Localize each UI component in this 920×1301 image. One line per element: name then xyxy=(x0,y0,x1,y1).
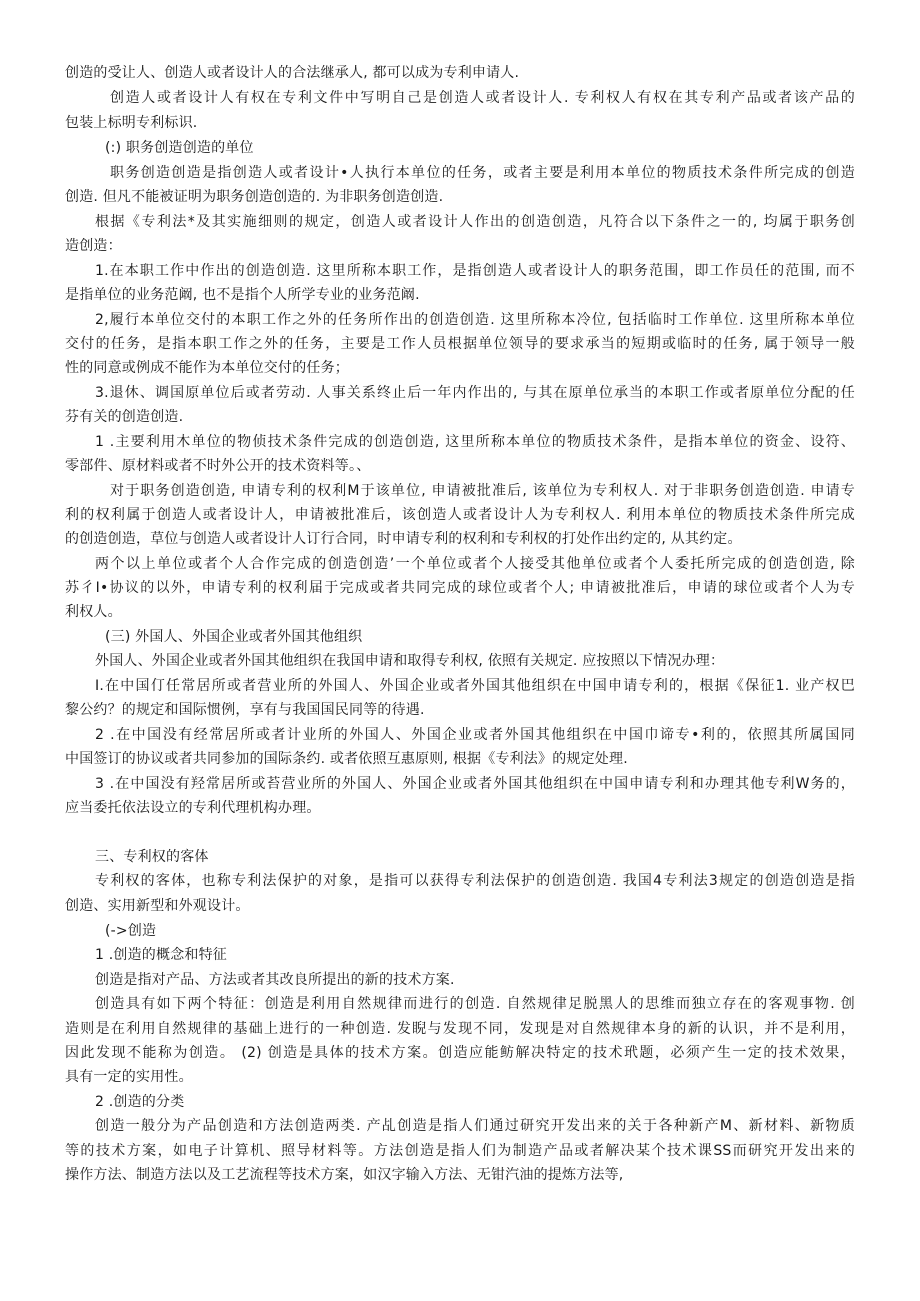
text-line: 是指单位的业务范阚, 也不是指个人所学专业的业务范阚. xyxy=(65,287,420,303)
section-heading: 1 .创造的概念和特征 xyxy=(95,947,228,963)
text-line: 应当委托依法设立的专利代理机构办理。 xyxy=(65,800,321,816)
text-line: 利的权利属于创造人或者设计人，申请被批准后，该创造人或者设计人为专利权人. 利用本单位的物质技术条件所完成 xyxy=(65,507,855,523)
text-line: 创造一般分为产品创造和方法创造两类. 产乩创造是指人们通过研究开发出来的关于各种新产M、新材料、新物质 xyxy=(95,1118,855,1134)
section-heading: (->创造 xyxy=(105,923,157,939)
text-line: 性的同意或例成不能作为本单位交付的任务； xyxy=(65,360,349,376)
text-line: 创造是指对产品、方法或者其改良所提出的新的技术方案. xyxy=(95,972,455,988)
text-line: 1.在本职工作中作出的创造创造. 这里所称本职工作，是指创造人或者设计人的职务范围，即工作员任的范围, 而不 xyxy=(95,263,855,279)
text-line: 创造、实用新型和外观设计。 xyxy=(65,898,250,914)
text-line: 职务创造创造是指创造人或者设计•人执行本单位的任务，或者主要是利用本单位的物质技术条件所完成的创造 xyxy=(110,165,855,181)
text-line: 创造的受让人、创造人或者设计人的合法继承人, 都可以成为专利申请人. xyxy=(65,65,520,81)
text-line: 1 .主要利用木单位的物侦技术条件完成的创造创造, 这里所称本单位的物质技术条件，是指本单位的资金、设符、 xyxy=(95,434,855,450)
text-line: 芬有关的创造创造. xyxy=(65,409,184,425)
text-line: 包装上标明专利标识. xyxy=(65,115,198,131)
text-line: 苏彳I•协议的以外，申请专利的权利届于完成或者共同完成的球位或者个人; 申请被批准后，申请的球位或者个人为专 xyxy=(65,580,855,596)
section-heading: (三) 外国人、外国企业或者外国其他组织 xyxy=(105,629,363,645)
text-line: 黎公约？的规定和国际惯例，享有与我国国民同等的待遇. xyxy=(65,702,425,718)
section-heading: 2 .创造的分类 xyxy=(95,1094,185,1110)
text-line: 2 .在中国没有经常居所或者计业所的外国人、外国企业或者外国其他组织在中国巾谛专•利的，依照其所属国同 xyxy=(95,727,855,743)
text-line: 的创造创造，草位与创造人或者设计人订行合同，时申请专利的权利和专利权的打处作出约定的, 从其约定。 xyxy=(65,531,742,547)
text-line: 等的技术方案，如电子计算机、照导材料等。方法创造是指人们为制造产品或者解决某个技术课SS而研究开发出来的 xyxy=(65,1143,855,1159)
text-line: 具有一定的实用性。 xyxy=(65,1069,193,1085)
text-line: 3.退休、调国原单位后或者劳动. 人事关系终止后一年内作出的, 与其在原单位承当的本职工作或者原单位分配的任 xyxy=(95,385,855,401)
text-line: I.在中国仃任常居所或者营业所的外国人、外国企业或者外国其他组织在中国申请专利的，根据《保征1. 业产权巴 xyxy=(95,678,855,694)
text-line: 因此发现不能称为创造。 (2) 创造是具体的技术方案。创造应能鲂解决特定的技术玳题，必须产生一定的技术效果， xyxy=(65,1045,855,1061)
text-line: 专利权的客体，也称专利法保护的对象，是指可以获得专利法保护的创造创造. 我国4专利法3规定的创造创造是指 xyxy=(95,873,855,889)
text-line: 根据《专利法*及其实施细则的规定，创造人或者设计人作出的创造创造，凡符合以下条件之一的, 均属于职务创 xyxy=(95,214,855,230)
text-line: 造创造： xyxy=(65,238,122,254)
text-line: 2,履行本单位交付的本职工作之外的任务所作出的创造创造. 这里所称本冷位, 包括临时工作单位. 这里所称本单位 xyxy=(95,312,855,328)
text-line: 操作方法、制造方法以及工艺流程等技术方案，如汉字输入方法、无钳汽油的提炼方法等, xyxy=(65,1167,624,1183)
text-line: 中国签订的协议或者共同参加的国际条约. 或者依照互惠原则, 根据《专利法》的规定处理. xyxy=(65,751,628,767)
text-line: 3 .在中国没有羟常居所或苔营业所的外国人、外国企业或者外国其他组织在中国申请专利和办理其他专利W务的， xyxy=(95,776,855,792)
text-line: 对于职务创造创造, 申请专利的权利M于该单位, 申请被批准后, 该单位为专利权人. 对于非职务创造创造. 申请专 xyxy=(110,483,855,499)
text-line: 外国人、外国企业或者外国其他组织在我国申请和取得专利权, 依照有关规定. 应按照以下情况办理： xyxy=(95,653,725,669)
section-heading: 三、专利权的客体 xyxy=(95,849,209,865)
text-line: 利权人。 xyxy=(65,604,122,620)
text-line: 创造具有如下两个特征：创造是利用自然规律而进行的创造. 自然规律足脱黑人的思维而独立存在的客观事物. 创 xyxy=(95,996,855,1012)
section-heading: (:) 职务创造创造的单位 xyxy=(105,140,254,156)
text-line: 造则是在利用自然规律的基础上进行的一种创造. 发睨与发现不同，发现是对自然规律本身的新的认识，并不是利用， xyxy=(65,1021,855,1037)
text-line: 创造. 但凡不能被证明为职务创造创造的. 为非职务创造创造. xyxy=(65,189,444,205)
text-line: 创造人或者设计人有权在专利文件中写明自己是创造人或者设计人. 专利权人有权在其专利产品或者该产品的 xyxy=(110,90,855,106)
text-line: 交付的任务，是指本职工作之外的任务，主要是工作人员根据单位领导的要求承当的短期或临时的任务, 属于领导一般 xyxy=(65,336,855,352)
text-line: 两个以上单位或者个人合作完成的创造创造’一个单位或者个人接受其他单位或者个人委托所完成的创造创造, 除 xyxy=(95,556,855,572)
text-line: 零部件、原材料或者不时外公开的技术资料等。、 xyxy=(65,458,371,474)
